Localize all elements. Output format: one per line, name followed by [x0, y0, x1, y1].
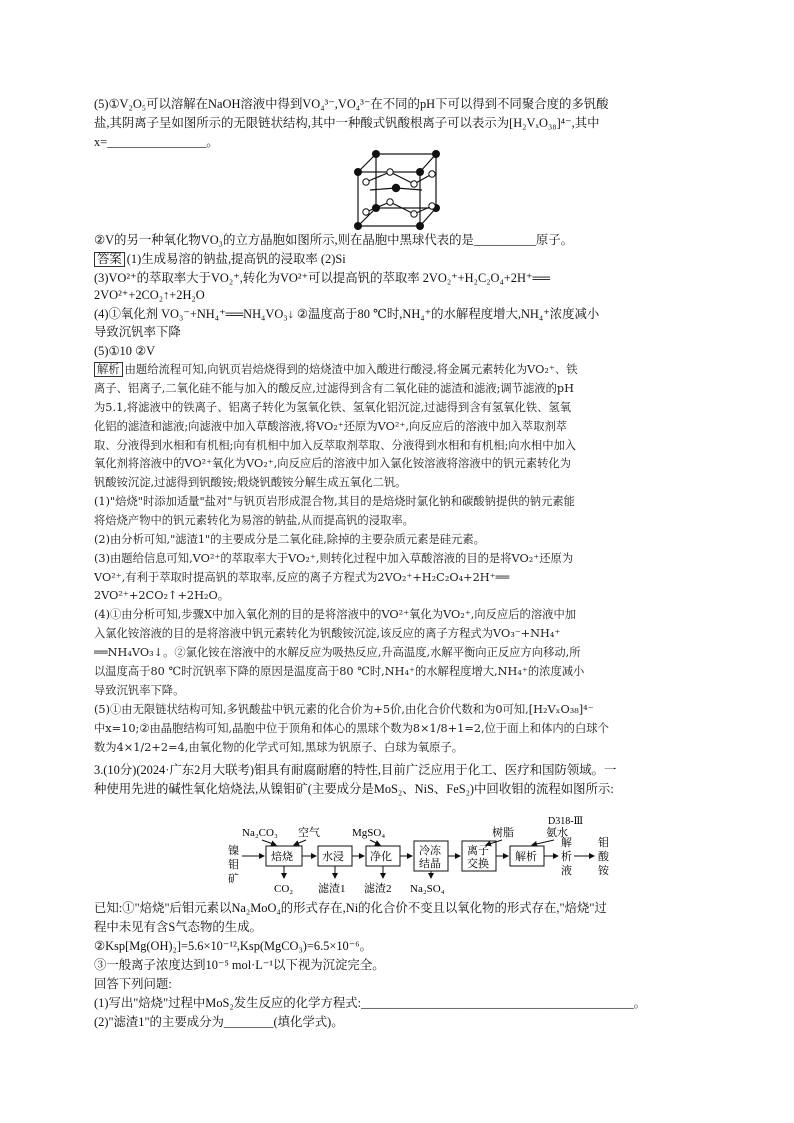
product-2: 酸 [598, 851, 609, 863]
q3-known4: ③一般离子浓度达到10⁻⁵ mol·L⁻¹以下视为沉淀完全。 [94, 958, 385, 972]
analysis-p4c: ══NH₄VO₃↓。②氯化铵在溶液中的水解反应为吸热反应,升高温度,水解平衡向正反应方向移动,所 [94, 646, 581, 659]
analysis-line1 [94, 362, 578, 378]
answer-a3a: (3)VO²⁺的萃取率大于VO₂⁺,转化为VO²⁺可以提高钒的萃取率 2VO₂⁺+H₂C₂O₄+2H⁺══ [94, 271, 551, 285]
liquid-2: 析 [561, 851, 572, 863]
process-flow-diagram [224, 814, 674, 898]
analysis-l1: 由题给流程可知,向钒页岩焙烧得到的焙烧渣中加入酸进行酸浸,将金属元素转化为VO₂⁺、铁 [124, 363, 578, 376]
analysis-p5c: 数为4×1/2+2=4,由氧化物的化学式可知,黑球为钒原子、白球为氧原子。 [94, 741, 464, 754]
output-residue1: 滤渣1 [318, 883, 346, 895]
step-freeze: 冷冻 [419, 845, 441, 857]
answer-a4a: (4)①氧化剂 VO₃⁻+NH₄⁺══NH₄VO₃↓ ②温度高于80 ℃时,NH₄⁺的水解程度增大,NH₄⁺浓度减小 [94, 307, 600, 321]
analysis-p3c: 2VO²⁺+2CO₂↑+2H₂O。 [94, 589, 230, 602]
analysis-l5: 取、分液得到水相和有机相;向有机相中加入反萃取剂萃取、分液得到水相和有机相;向水相中加入 [94, 439, 577, 452]
raw-2: 钼 [228, 859, 239, 871]
output-na2so4: Na₂SO₄ [410, 883, 445, 895]
analysis-p5b: 中x=10;②由晶胞结构可知,晶胞中位于顶角和体心的黑球个数为8×1/8+1=2,位于面上和体内的白球个 [94, 722, 609, 735]
analysis-p2: (2)由分析可知,"滤渣1"的主要成分是二氧化硅,除掉的主要杂质元素是硅元素。 [94, 533, 485, 546]
input-mgso4: MgSO₄ [352, 827, 386, 839]
raw-3: 矿 [228, 873, 239, 885]
q5-line4: ②V的另一种氧化物VO₃的立方晶胞如图所示,则在晶胞中黑球代表的是__________原子。 [94, 233, 574, 247]
q5-line1: (5)①V₂O₅可以溶解在NaOH溶液中得到VO₄³⁻,VO₄³⁻在不同的pH下可以得到不同聚合度的多钒酸 [94, 97, 609, 111]
step-water-leach: 水浸 [322, 851, 344, 863]
q3-intro2: 种使用先进的碱性氧化焙烧法,从镍钼矿(主要成分是MoS₂、NiS、FeS₂)中回收钼的流程如图所示: [94, 782, 614, 796]
crystal-cell-figure [352, 150, 440, 230]
analysis-p4b: 入氯化铵溶液的目的是将溶液中钒元素转化为钒酸铵沉淀,该反应的离子方程式为VO₃⁻+NH₄⁺ [94, 627, 561, 640]
answer-a3b: 2VO²⁺+2CO₂↑+2H₂O [94, 288, 205, 302]
liquid-1: 解 [561, 837, 572, 849]
q3-sub1: (1)写出"焙烧"过程中MoS₂发生反应的化学方程式:____________________________________________。 [94, 996, 647, 1010]
step-ion: 离子 [467, 845, 489, 857]
analysis-p4d: 以温度高于80 ℃时沉钒率下降的原因是温度高于80 ℃时,NH₄⁺的水解程度增大,NH₄⁺的浓度减小 [94, 665, 585, 678]
step-crystallize: 结晶 [419, 858, 441, 870]
analysis-l2: 离子、铝离子,二氧化硅不能与加入的酸反应,过滤得到含有二氧化硅的滤渣和滤液;调节滤液的pH [94, 382, 574, 395]
q3-known3: ②Ksp[Mg(OH)₂]=5.6×10⁻¹²,Ksp(MgCO₃)=6.5×10⁻⁶。 [94, 939, 372, 953]
analysis-l3: 为5.1,将滤液中的铁离子、铝离子转化为氢氧化铁、氢氧化铝沉淀,过滤得到含有氢氧化铁、氢氧 [94, 401, 572, 414]
resin-code: D318-Ⅲ [548, 816, 584, 827]
answer-a1: (1)生成易溶的钠盐,提高钒的浸取率 (2)Si [126, 252, 346, 266]
step-purify: 净化 [370, 851, 392, 863]
output-co2: CO₂ [274, 883, 294, 895]
input-na2co3: Na₂CO₃ [242, 827, 278, 839]
q3-known2: 程中未见有含S气态物的生成。 [94, 920, 262, 934]
step-exchange: 交换 [467, 858, 489, 870]
raw-1: 镍 [228, 845, 239, 857]
analysis-p5a: (5)①由无限链状结构可知,多钒酸盐中钒元素的化合价为+5价,由化合价代数和为0可知,[H₂VₓO₃₈]⁴⁻ [94, 703, 594, 716]
answer-line1 [94, 251, 346, 267]
output-residue2: 滤渣2 [364, 883, 392, 895]
analysis-p1b: 将焙烧产物中的钒元素转化为易溶的钠盐,从而提高钒的浸取率。 [94, 514, 414, 527]
input-ammonia: 氨水 [546, 827, 568, 839]
liquid-3: 液 [561, 865, 572, 877]
analysis-p3a: (3)由题给信息可知,VO²⁺的萃取率大于VO₂⁺,则转化过程中加入草酸溶液的目的是将VO₂⁺还原为 [94, 552, 574, 565]
answer-label: 答案 [94, 252, 125, 267]
q5-line2: 盐,其阴离子呈如图所示的无限链状结构,其中一种酸式钒酸根离子可以表示为[H₂VₓO₃₈]⁴⁻,其中 [94, 116, 600, 130]
analysis-p1a: (1)"焙烧"时添加适量"盐对"与钒页岩形成混合物,其目的是焙烧时氯化钠和碳酸钠提供的钠元素能 [94, 495, 575, 508]
answer-a4b: 导致沉钒率下降 [94, 325, 181, 339]
answer-a5: (5)①10 ②V [94, 344, 156, 358]
analysis-l7: 钒酸铵沉淀,过滤得到钒酸铵;煅烧钒酸铵分解生成五氧化二钒。 [94, 476, 407, 489]
step-desorb: 解析 [515, 851, 537, 863]
analysis-p4e: 导致沉钒率下降。 [94, 684, 185, 697]
analysis-l4: 化铝的滤渣和滤液;向滤液中加入草酸溶液,将VO₂⁺还原为VO²⁺,向反应后的溶液中加入萃取剂萃 [94, 420, 568, 433]
product-3: 铵 [598, 865, 609, 877]
q3-known1: 已知:①"焙烧"后钼元素以Na₂MoO₄的形式存在,Ni的化合价不变且以氧化物的形式存在,"焙烧"过 [94, 901, 607, 915]
input-resin: 树脂 [492, 827, 514, 839]
analysis-l6: 氧化剂将溶液中的VO²⁺氧化为VO₂⁺,向反应后的溶液中加入氯化铵溶液将溶液中的钒元素转化为 [94, 457, 572, 470]
q3-intro1: 3.(10分)(2024·广东2月大联考)钼具有耐腐耐磨的特性,目前广泛应用于化工、医疗和国防领域。一 [94, 763, 617, 777]
analysis-p3b: VO²⁺,有利于萃取时提高钒的萃取率,反应的离子方程式为2VO₂⁺+H₂C₂O₄+2H⁺══ [94, 571, 510, 584]
analysis-p4a: (4)①由分析可知,步骤X中加入氧化剂的目的是将溶液中的VO²⁺氧化为VO₂⁺,向反应后的溶液中加 [94, 608, 577, 621]
input-air: 空气 [298, 827, 320, 839]
product-1: 钼 [598, 837, 609, 849]
q3-sub2: (2)"滤渣1"的主要成分为________(填化学式)。 [94, 1015, 344, 1029]
analysis-label: 解析 [94, 362, 123, 377]
q3-answer-prompt: 回答下列问题: [94, 977, 172, 991]
step-roast: 焙烧 [271, 851, 293, 863]
q5-line3: x=________________。 [94, 135, 219, 149]
